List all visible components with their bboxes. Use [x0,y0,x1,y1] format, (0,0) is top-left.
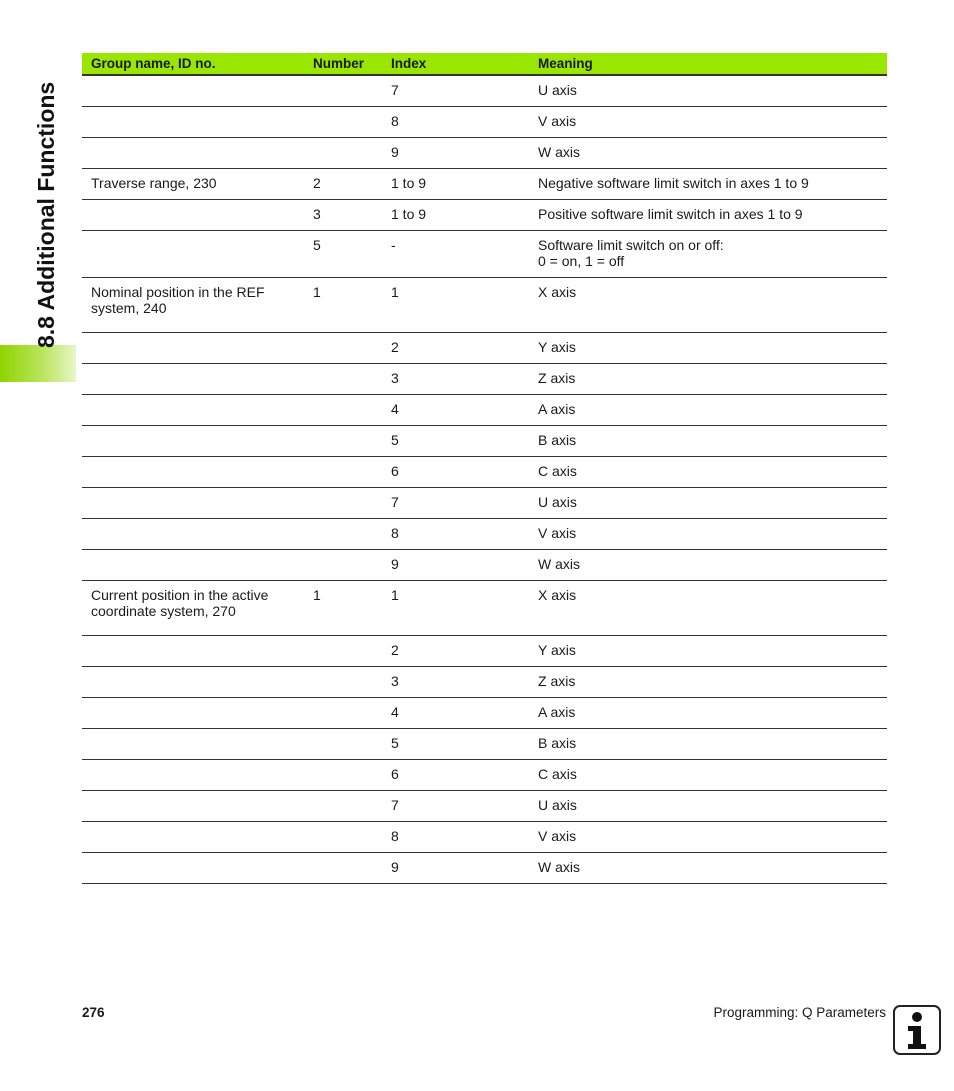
cell-index: 8 [389,107,536,138]
table-row [82,550,887,581]
cell-number [311,667,389,698]
cell-index: 8 [389,519,536,550]
cell-group: Traverse range, 230 [82,169,311,200]
cell-group: Nominal position in the REF system, 240 [82,278,311,333]
cell-group [82,853,311,884]
cell-number [311,853,389,884]
cell-number [311,550,389,581]
cell-number [311,791,389,822]
page-number: 276 [82,1005,105,1020]
cell-number [311,488,389,519]
header-number: Number [311,53,389,75]
cell-number: 1 [311,278,389,333]
table-row [82,107,887,138]
cell-index: 8 [389,822,536,853]
cell-group [82,550,311,581]
cell-meaning: Negative software limit switch in axes 1 to 9 [536,169,887,200]
cell-meaning: V axis [536,519,887,550]
cell-index: 9 [389,853,536,884]
cell-index: 7 [389,488,536,519]
cell-meaning: V axis [536,107,887,138]
cell-meaning: X axis [536,278,887,333]
cell-number [311,364,389,395]
cell-number [311,395,389,426]
table-header-row [82,53,887,75]
cell-number [311,760,389,791]
cell-index: 9 [389,550,536,581]
table-row [82,364,887,395]
cell-index: 6 [389,457,536,488]
cell-index: 1 to 9 [389,200,536,231]
cell-group [82,519,311,550]
cell-meaning: W axis [536,550,887,581]
cell-group [82,107,311,138]
cell-number [311,107,389,138]
cell-number [311,822,389,853]
header-group: Group name, ID no. [82,53,311,75]
cell-number [311,333,389,364]
cell-index: 5 [389,426,536,457]
cell-number [311,75,389,107]
cell-meaning: V axis [536,822,887,853]
cell-meaning: U axis [536,791,887,822]
table-row [82,333,887,364]
table-row [82,698,887,729]
cell-number [311,698,389,729]
cell-number [311,519,389,550]
cell-meaning: U axis [536,75,887,107]
cell-group: Current position in the active coordinate system, 270 [82,581,311,636]
header-meaning: Meaning [536,53,887,75]
cell-group [82,395,311,426]
cell-number [311,729,389,760]
cell-number: 3 [311,200,389,231]
cell-meaning: A axis [536,395,887,426]
info-icon [893,1005,941,1055]
cell-meaning: B axis [536,729,887,760]
cell-meaning: Y axis [536,333,887,364]
cell-number [311,457,389,488]
parameter-table [82,53,887,884]
section-title: 8.8 Additional Functions [33,81,59,348]
cell-number: 1 [311,581,389,636]
cell-index: 2 [389,636,536,667]
cell-meaning: C axis [536,457,887,488]
cell-number [311,426,389,457]
cell-group [82,822,311,853]
cell-index: 9 [389,138,536,169]
table-row [82,791,887,822]
cell-group [82,333,311,364]
cell-meaning: X axis [536,581,887,636]
table-row [82,75,887,107]
table-row [82,822,887,853]
table-row [82,138,887,169]
section-tab [0,345,76,382]
cell-index: 1 [389,581,536,636]
cell-group [82,364,311,395]
cell-meaning: Software limit switch on or off: 0 = on, 1 = off [536,231,887,278]
cell-meaning: A axis [536,698,887,729]
cell-meaning: B axis [536,426,887,457]
cell-group [82,791,311,822]
cell-group [82,667,311,698]
cell-group [82,426,311,457]
cell-meaning: Positive software limit switch in axes 1 to 9 [536,200,887,231]
cell-group [82,698,311,729]
cell-group [82,200,311,231]
cell-index: 5 [389,729,536,760]
cell-index: - [389,231,536,278]
cell-group [82,138,311,169]
cell-group [82,760,311,791]
cell-index: 3 [389,667,536,698]
cell-index: 2 [389,333,536,364]
cell-meaning: W axis [536,138,887,169]
cell-group [82,636,311,667]
cell-group [82,729,311,760]
table-row [82,488,887,519]
cell-meaning: C axis [536,760,887,791]
cell-index: 1 to 9 [389,169,536,200]
cell-meaning: Z axis [536,364,887,395]
table-row [82,667,887,698]
cell-index: 7 [389,75,536,107]
table-row [82,169,887,200]
cell-index: 6 [389,760,536,791]
table-row [82,853,887,884]
cell-index: 1 [389,278,536,333]
table-row [82,395,887,426]
table-row [82,457,887,488]
cell-meaning: Z axis [536,667,887,698]
cell-group [82,231,311,278]
table-row [82,519,887,550]
table-body [82,75,887,884]
cell-group [82,488,311,519]
cell-number: 2 [311,169,389,200]
table-row [82,760,887,791]
header-index: Index [389,53,536,75]
cell-number [311,138,389,169]
cell-meaning: Y axis [536,636,887,667]
cell-number: 5 [311,231,389,278]
cell-number [311,636,389,667]
table-row [82,200,887,231]
table-row [82,231,887,278]
cell-index: 3 [389,364,536,395]
table-row [82,636,887,667]
table-row [82,426,887,457]
chapter-title: Programming: Q Parameters [713,1005,886,1020]
cell-group [82,457,311,488]
cell-group [82,75,311,107]
cell-index: 4 [389,698,536,729]
cell-index: 7 [389,791,536,822]
table-row [82,278,887,333]
cell-meaning: U axis [536,488,887,519]
table-row [82,581,887,636]
cell-meaning: W axis [536,853,887,884]
table-row [82,729,887,760]
cell-index: 4 [389,395,536,426]
